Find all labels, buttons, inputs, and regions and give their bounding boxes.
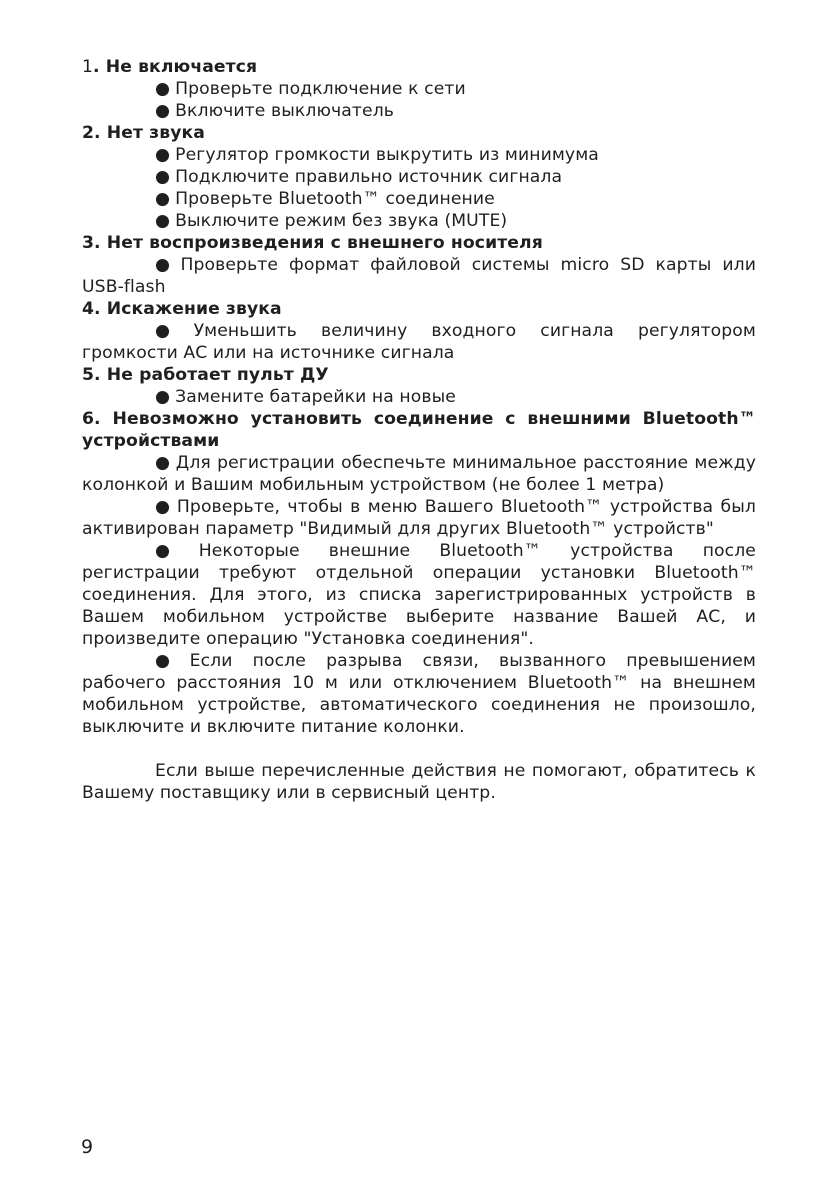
list-item: ● Проверьте, чтобы в меню Вашего Bluetooth™ устройства был активирован параметр "Видимый для других Bluetooth™ устройств" [82, 497, 756, 539]
list-item: ● Замените батарейки на новые [155, 387, 456, 407]
section-heading-sound-distortion: 4. Искажение звука [82, 299, 282, 319]
bullet-icon: ● [155, 101, 171, 121]
list-item: ● Выключите режим без звука (MUTE) [155, 211, 508, 231]
list-item: ● Для регистрации обеспечьте минимальное расстояние между колонкой и Вашим мобильным устройством (не более 1 метра) [82, 453, 756, 495]
bullet-icon: ● [155, 167, 171, 187]
bullet-icon: ● [155, 321, 189, 341]
bullet-icon: ● [155, 145, 171, 165]
bullet-icon: ● [155, 255, 176, 275]
list-item: ● Проверьте подключение к сети [155, 79, 466, 99]
list-item: ● Проверьте формат файловой системы micro SD карты или USB-flash [82, 255, 756, 297]
bullet-icon: ● [155, 453, 171, 473]
section-heading-no-power: 1. Не включается [82, 57, 258, 77]
bullet-icon: ● [155, 387, 171, 407]
list-item: ● Включите выключатель [155, 101, 395, 121]
list-item: ● Проверьте Bluetooth™ соединение [155, 189, 495, 209]
bullet-icon: ● [155, 541, 194, 561]
troubleshooting-content [82, 56, 756, 804]
section-heading-no-sound: 2. Нет звука [82, 123, 205, 143]
bullet-icon: ● [155, 79, 171, 99]
section-heading-bluetooth-connection: 6. Невозможно установить соединение с внешними Bluetooth™ устройствами [82, 409, 756, 451]
section-heading-no-playback: 3. Нет воспроизведения с внешнего носителя [82, 233, 543, 253]
closing-paragraph: Если выше перечисленные действия не помогают, обратитесь к Вашему поставщику или в сервисный центр. [82, 761, 756, 803]
section-heading-remote-not-working: 5. Не работает пульт ДУ [82, 365, 329, 385]
bullet-icon: ● [155, 211, 171, 231]
bullet-icon: ● [155, 497, 172, 517]
page-number: 9 [81, 1136, 94, 1158]
list-item: ● Уменьшить величину входного сигнала регулятором громкости АС или на источнике сигнала [82, 321, 756, 363]
list-item: ● Если после разрыва связи, вызванного превышением рабочего расстояния 10 м или отключением Bluetooth™ на внешнем мобильном устройстве, автоматического соединения не произошло, выключите и включите питание колонки. [82, 651, 756, 737]
bullet-icon: ● [155, 651, 185, 671]
list-item: ● Подключите правильно источник сигнала [155, 167, 563, 187]
list-item: ● Некоторые внешние Bluetooth™ устройства после регистрации требуют отдельной операции установки Bluetooth™ соединения. Для этого, из списка зарегистрированных устройств в Вашем мобильном устройстве выберите название Вашей АС, и произведите операцию "Установка соединения". [82, 541, 756, 649]
bullet-icon: ● [155, 189, 171, 209]
list-item: ● Регулятор громкости выкрутить из минимума [155, 145, 599, 165]
